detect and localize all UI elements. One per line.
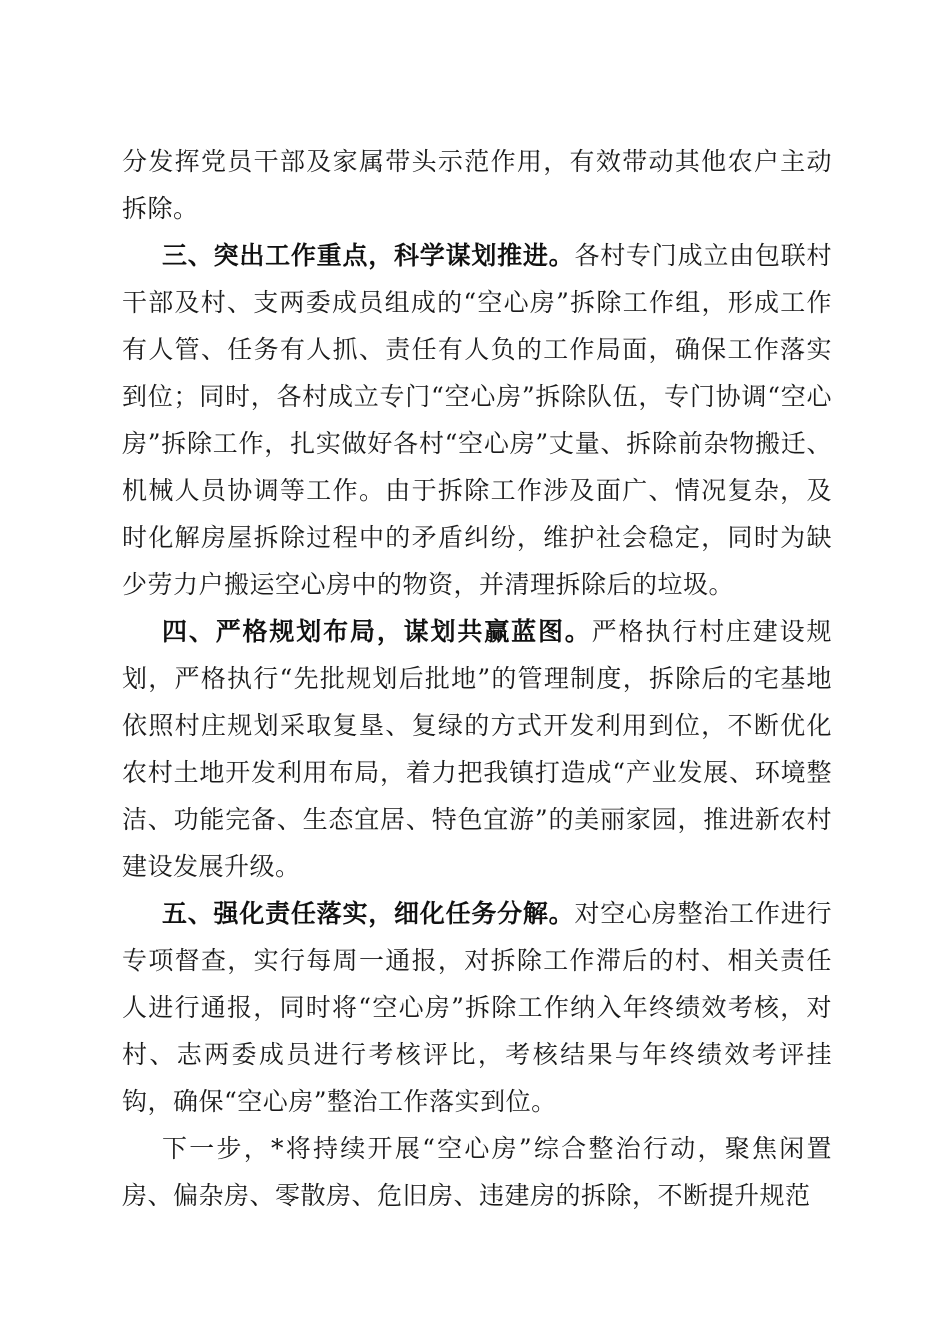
paragraph-text: 对空心房整治工作进行专项督查，实行每周一通报，对拆除工作滞后的村、相关责任人进行通报，同时将“空心房”拆除工作纳入年终绩效考核，对村、志两委成员进行考核评比，考核结果与年终绩效考评挂钩，确保“空心房”整治工作落实到位。 bbox=[122, 899, 832, 1116]
paragraph-section-three bbox=[122, 232, 832, 608]
paragraph-section-four bbox=[122, 608, 832, 890]
paragraph-text: 各村专门成立由包联村干部及村、支两委成员组成的“空心房”拆除工作组，形成工作有人管、任务有人抓、责任有人负的工作局面，确保工作落实到位；同时，各村成立专门“空心房”拆除队伍，专门协调“空心房”拆除工作，扎实做好各村“空心房”丈量、拆除前杂物搬迁、机械人员协调等工作。由于拆除工作涉及面广、情况复杂，及时化解房屋拆除过程中的矛盾纠纷，维护社会稳定，同时为缺少劳力户搬运空心房中的物资，并清理拆除后的垃圾。 bbox=[122, 241, 832, 599]
section-heading: 三、突出工作重点，科学谋划推进。 bbox=[162, 241, 575, 270]
paragraph-text: 严格执行村庄建设规划，严格执行“先批规划后批地”的管理制度，拆除后的宅基地依照村庄规划采取复垦、复绿的方式开发利用到位，不断优化农村土地开发利用布局，着力把我镇打造成“产业发展、环境整洁、功能完备、生态宜居、特色宜游”的美丽家园，推进新农村建设发展升级。 bbox=[122, 617, 832, 881]
section-heading: 四、严格规划布局，谋划共赢蓝图。 bbox=[162, 617, 592, 646]
document-body bbox=[122, 138, 832, 1219]
paragraph-text: 分发挥党员干部及家属带头示范作用，有效带动其他农户主动拆除。 bbox=[122, 147, 832, 223]
paragraph-next-step bbox=[122, 1125, 832, 1219]
paragraph-section-five bbox=[122, 890, 832, 1125]
paragraph-continuation bbox=[122, 138, 832, 232]
paragraph-text: 下一步，*将持续开展“空心房”综合整治行动，聚焦闲置房、偏杂房、零散房、危旧房、违建房的拆除，不断提升规范 bbox=[122, 1134, 832, 1210]
section-heading: 五、强化责任落实，细化任务分解。 bbox=[162, 899, 575, 928]
